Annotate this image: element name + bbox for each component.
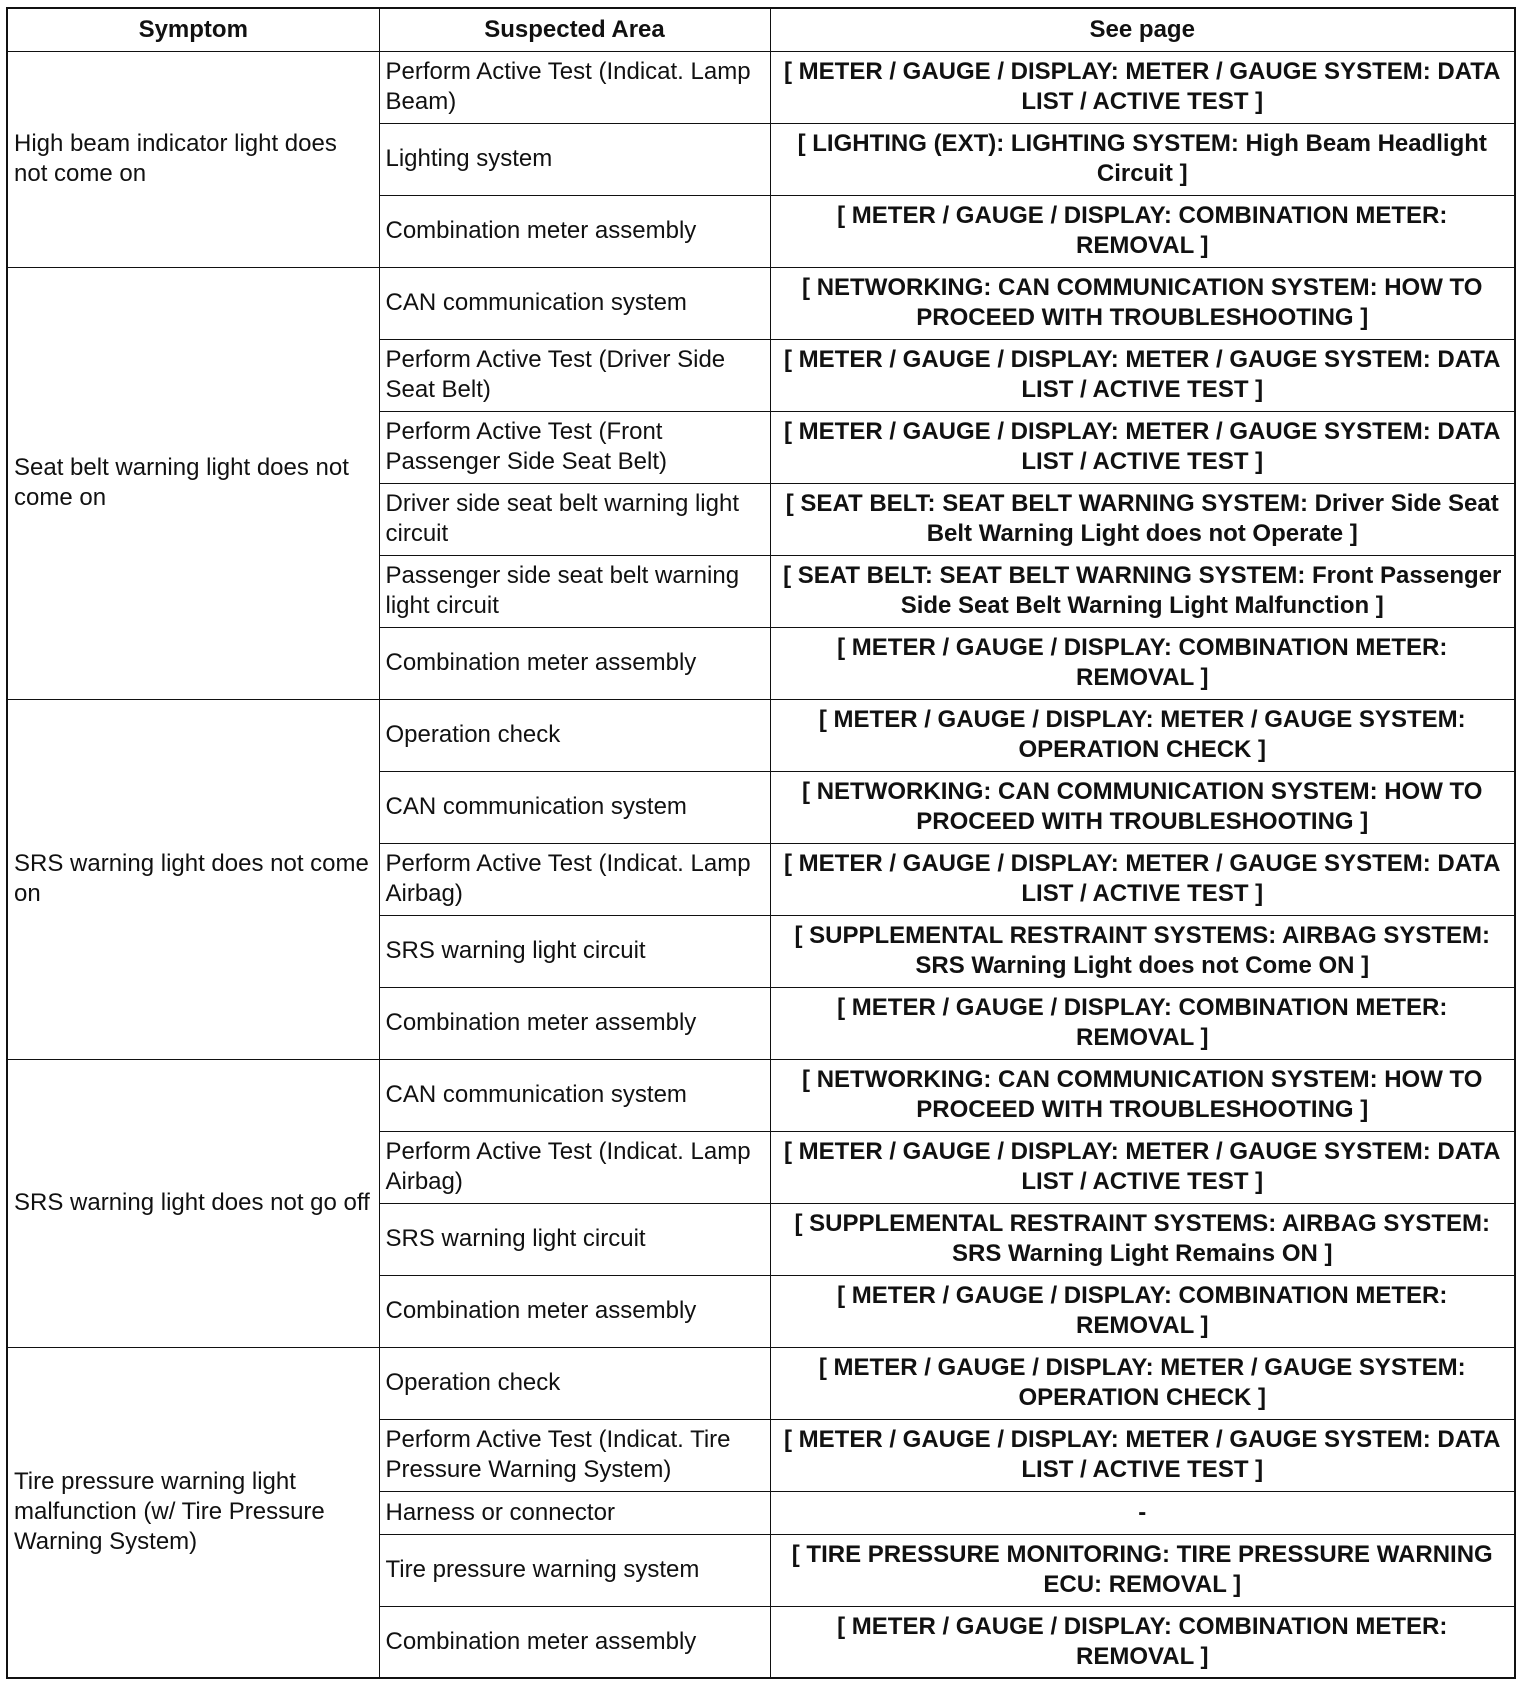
suspected-area-cell: Perform Active Test (Indicat. Lamp Beam) [379, 51, 770, 123]
symptom-cell: Tire pressure warning light malfunction (w/ Tire Pressure Warning System) [7, 1347, 379, 1678]
see-page-link[interactable]: [ METER / GAUGE / DISPLAY: METER / GAUGE SYSTEM: OPERATION CHECK ] [770, 699, 1515, 771]
suspected-area-cell: Combination meter assembly [379, 1606, 770, 1678]
see-page-link[interactable]: [ SUPPLEMENTAL RESTRAINT SYSTEMS: AIRBAG SYSTEM: SRS Warning Light Remains ON ] [770, 1203, 1515, 1275]
suspected-area-cell: Perform Active Test (Driver Side Seat Belt) [379, 339, 770, 411]
header-symptom: Symptom [7, 8, 379, 51]
suspected-area-cell: Perform Active Test (Front Passenger Side Seat Belt) [379, 411, 770, 483]
table-body [7, 51, 1515, 1678]
see-page-link[interactable]: [ METER / GAUGE / DISPLAY: METER / GAUGE SYSTEM: DATA LIST / ACTIVE TEST ] [770, 411, 1515, 483]
see-page-link[interactable]: [ METER / GAUGE / DISPLAY: COMBINATION METER: REMOVAL ] [770, 195, 1515, 267]
table-row [7, 267, 1515, 339]
see-page-link[interactable]: [ METER / GAUGE / DISPLAY: METER / GAUGE SYSTEM: DATA LIST / ACTIVE TEST ] [770, 339, 1515, 411]
table-row [7, 51, 1515, 123]
suspected-area-cell: Combination meter assembly [379, 195, 770, 267]
header-see-page: See page [770, 8, 1515, 51]
suspected-area-cell: Passenger side seat belt warning light circuit [379, 555, 770, 627]
header-row [7, 8, 1515, 51]
suspected-area-cell: Harness or connector [379, 1491, 770, 1534]
symptom-cell: SRS warning light does not go off [7, 1059, 379, 1347]
symptom-cell: Seat belt warning light does not come on [7, 267, 379, 699]
table-row [7, 1059, 1515, 1131]
suspected-area-cell: Lighting system [379, 123, 770, 195]
suspected-area-cell: Combination meter assembly [379, 987, 770, 1059]
see-page-link[interactable]: [ LIGHTING (EXT): LIGHTING SYSTEM: High Beam Headlight Circuit ] [770, 123, 1515, 195]
suspected-area-cell: Perform Active Test (Indicat. Lamp Airbag) [379, 843, 770, 915]
see-page-link[interactable]: [ METER / GAUGE / DISPLAY: METER / GAUGE SYSTEM: DATA LIST / ACTIVE TEST ] [770, 843, 1515, 915]
see-page-link[interactable]: [ METER / GAUGE / DISPLAY: METER / GAUGE SYSTEM: OPERATION CHECK ] [770, 1347, 1515, 1419]
see-page-link[interactable]: [ METER / GAUGE / DISPLAY: COMBINATION METER: REMOVAL ] [770, 627, 1515, 699]
see-page-link[interactable]: [ METER / GAUGE / DISPLAY: METER / GAUGE SYSTEM: DATA LIST / ACTIVE TEST ] [770, 1419, 1515, 1491]
see-page-link[interactable]: [ METER / GAUGE / DISPLAY: COMBINATION METER: REMOVAL ] [770, 1275, 1515, 1347]
suspected-area-cell: CAN communication system [379, 267, 770, 339]
see-page-link[interactable]: [ METER / GAUGE / DISPLAY: METER / GAUGE SYSTEM: DATA LIST / ACTIVE TEST ] [770, 51, 1515, 123]
suspected-area-cell: Operation check [379, 1347, 770, 1419]
see-page-link[interactable]: [ NETWORKING: CAN COMMUNICATION SYSTEM: HOW TO PROCEED WITH TROUBLESHOOTING ] [770, 771, 1515, 843]
suspected-area-cell: CAN communication system [379, 1059, 770, 1131]
symptom-cell: SRS warning light does not come on [7, 699, 379, 1059]
table-row [7, 699, 1515, 771]
see-page-link[interactable]: [ NETWORKING: CAN COMMUNICATION SYSTEM: HOW TO PROCEED WITH TROUBLESHOOTING ] [770, 267, 1515, 339]
see-page-link[interactable]: [ SUPPLEMENTAL RESTRAINT SYSTEMS: AIRBAG SYSTEM: SRS Warning Light does not Come ON ] [770, 915, 1515, 987]
suspected-area-cell: Operation check [379, 699, 770, 771]
suspected-area-cell: Perform Active Test (Indicat. Tire Pressure Warning System) [379, 1419, 770, 1491]
see-page-link[interactable]: [ METER / GAUGE / DISPLAY: METER / GAUGE SYSTEM: DATA LIST / ACTIVE TEST ] [770, 1131, 1515, 1203]
suspected-area-cell: Perform Active Test (Indicat. Lamp Airbag) [379, 1131, 770, 1203]
see-page-link[interactable]: [ METER / GAUGE / DISPLAY: COMBINATION METER: REMOVAL ] [770, 987, 1515, 1059]
see-page-link[interactable]: [ SEAT BELT: SEAT BELT WARNING SYSTEM: Driver Side Seat Belt Warning Light does not Operate ] [770, 483, 1515, 555]
see-page-link[interactable]: [ METER / GAUGE / DISPLAY: COMBINATION METER: REMOVAL ] [770, 1606, 1515, 1678]
see-page-link: - [770, 1491, 1515, 1534]
suspected-area-cell: CAN communication system [379, 771, 770, 843]
suspected-area-cell: SRS warning light circuit [379, 1203, 770, 1275]
table-row [7, 1347, 1515, 1419]
see-page-link[interactable]: [ TIRE PRESSURE MONITORING: TIRE PRESSURE WARNING ECU: REMOVAL ] [770, 1534, 1515, 1606]
header-suspected-area: Suspected Area [379, 8, 770, 51]
see-page-link[interactable]: [ SEAT BELT: SEAT BELT WARNING SYSTEM: Front Passenger Side Seat Belt Warning Light Malfunction ] [770, 555, 1515, 627]
suspected-area-cell: Combination meter assembly [379, 627, 770, 699]
suspected-area-cell: Combination meter assembly [379, 1275, 770, 1347]
suspected-area-cell: SRS warning light circuit [379, 915, 770, 987]
troubleshooting-table [6, 7, 1516, 1679]
see-page-link[interactable]: [ NETWORKING: CAN COMMUNICATION SYSTEM: HOW TO PROCEED WITH TROUBLESHOOTING ] [770, 1059, 1515, 1131]
suspected-area-cell: Driver side seat belt warning light circuit [379, 483, 770, 555]
suspected-area-cell: Tire pressure warning system [379, 1534, 770, 1606]
symptom-cell: High beam indicator light does not come on [7, 51, 379, 267]
